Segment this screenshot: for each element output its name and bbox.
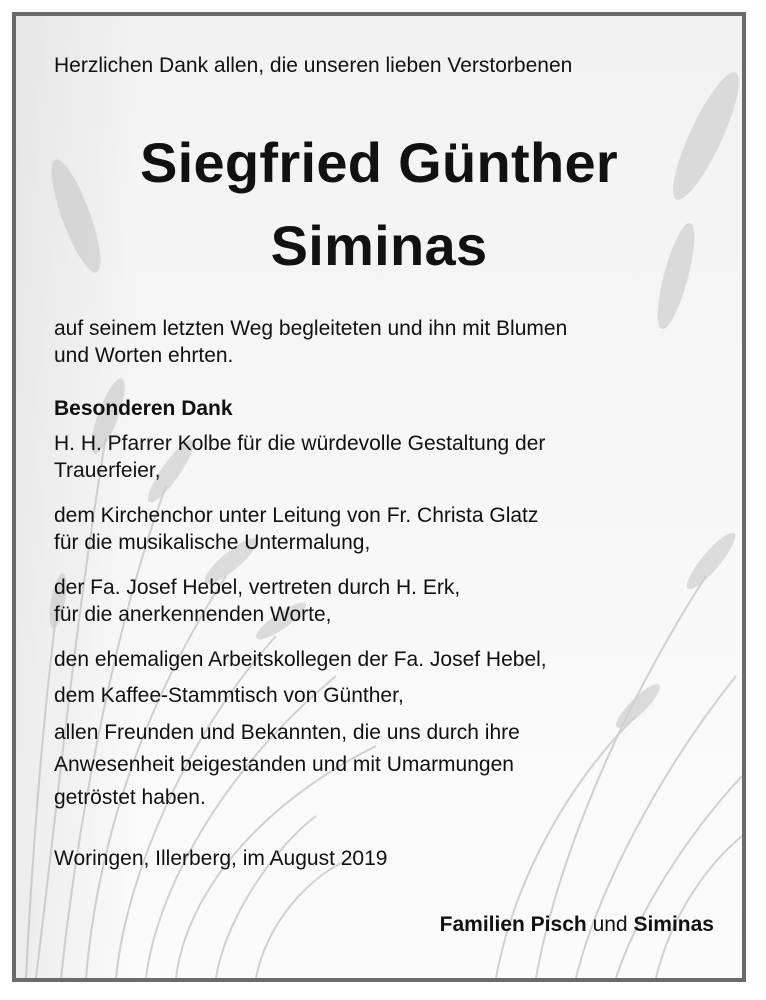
body-text-line: und Worten ehrten.: [54, 344, 234, 367]
thanks-line: dem Kaffee-Stammtisch von Günther,: [54, 684, 404, 707]
thanks-line: getröstet haben.: [54, 786, 206, 809]
signature-family-1: Familien Pisch: [439, 913, 587, 936]
intro-text: Herzlichen Dank allen, die unseren lieben Verstorbenen: [54, 54, 573, 77]
deceased-name-line-2: Siminas: [270, 214, 488, 277]
notice-content: [16, 16, 742, 978]
thanks-line: für die anerkennenden Worte,: [54, 603, 332, 626]
thanks-line: für die musikalische Untermalung,: [54, 531, 371, 554]
signature: [440, 912, 714, 938]
thanks-line: den ehemaligen Arbeitskollegen der Fa. Josef Hebel,: [54, 648, 547, 671]
signature-family-2: Siminas: [633, 913, 714, 936]
thanks-line: H. H. Pfarrer Kolbe für die würdevolle Gestaltung der: [54, 432, 546, 455]
thanks-line: allen Freunden und Bekannten, die uns durch ihre: [54, 721, 520, 744]
place-date: Woringen, Illerberg, im August 2019: [54, 847, 388, 870]
thanks-line: der Fa. Josef Hebel, vertreten durch H. Erk,: [54, 576, 461, 599]
deceased-name-line-1: Siegfried Günther: [139, 131, 619, 194]
thanks-line: dem Kirchenchor unter Leitung von Fr. Christa Glatz: [54, 504, 539, 527]
thanks-heading: Besonderen Dank: [54, 397, 233, 420]
thanks-line: Trauerfeier,: [54, 459, 161, 482]
signature-connector: und: [592, 913, 628, 936]
notice-frame: [12, 12, 746, 982]
thanks-line: Anwesenheit beigestanden und mit Umarmungen: [54, 753, 514, 776]
body-text-line: auf seinem letzten Weg begleiteten und ihn mit Blumen: [54, 317, 568, 340]
